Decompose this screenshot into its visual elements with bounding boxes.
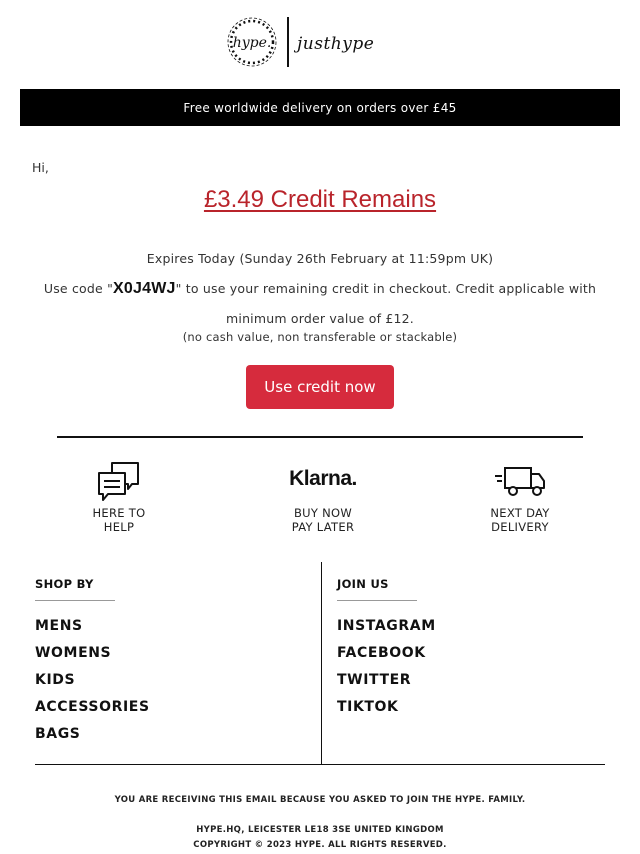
feature-delivery-line1: NEXT DAY	[490, 506, 550, 520]
column-divider	[321, 562, 322, 764]
footer-divider	[35, 764, 605, 765]
feature-help-line2: HELP	[103, 520, 135, 534]
shop-link-accessories[interactable]: ACCESSORIES	[35, 699, 150, 715]
footer-copyright: COPYRIGHT © 2023 HYPE. ALL RIGHTS RESERVED.	[193, 840, 447, 850]
section-divider	[57, 436, 583, 438]
shop-link-womens[interactable]: WOMENS	[35, 645, 112, 661]
klarna-logo: Klarna.	[289, 467, 357, 490]
join-us-column	[337, 577, 436, 721]
shop-by-heading: SHOP BY	[35, 577, 94, 591]
social-link-twitter[interactable]: TWITTER	[337, 672, 412, 688]
brand-logo[interactable]	[0, 14, 640, 70]
use-credit-button[interactable]: Use credit now	[246, 365, 394, 409]
discount-code: X0J4WJ	[113, 280, 176, 297]
feature-klarna-line1: BUY NOW	[293, 506, 353, 520]
shop-link-kids[interactable]: KIDS	[35, 672, 76, 688]
promo-bar	[20, 89, 620, 126]
heading-underline	[337, 600, 417, 601]
heading-underline	[35, 600, 115, 601]
social-link-tiktok[interactable]: TIKTOK	[337, 699, 399, 715]
promo-text: Free worldwide delivery on orders over £45	[183, 100, 457, 115]
hype-logo	[225, 14, 415, 70]
shop-by-column	[35, 577, 150, 748]
social-link-facebook[interactable]: FACEBOOK	[337, 645, 426, 661]
expiry-text: Expires Today (Sunday 26th February at 11:59pm UK)	[146, 251, 494, 266]
delivery-truck-icon	[493, 464, 547, 500]
feature-help[interactable]	[54, 458, 184, 534]
greeting: Hi,	[32, 160, 49, 175]
join-us-heading: JOIN US	[337, 577, 389, 591]
feature-help-line1: HERE TO	[92, 506, 146, 520]
shop-link-mens[interactable]: MENS	[35, 618, 83, 634]
chat-bubbles-icon	[96, 460, 142, 504]
footer-notice: YOU ARE RECEIVING THIS EMAIL BECAUSE YOU ASKED TO JOIN THE HYPE. FAMILY.	[114, 795, 526, 805]
svg-text:justhype: justhype	[297, 34, 375, 54]
feature-klarna-line2: PAY LATER	[291, 520, 355, 534]
credit-title[interactable]: £3.49 Credit Remains	[203, 186, 437, 213]
social-link-instagram[interactable]: INSTAGRAM	[337, 618, 436, 634]
code-instructions	[20, 274, 620, 334]
feature-klarna[interactable]	[258, 458, 388, 534]
footer-address: HYPE.HQ, LEICESTER LE18 3SE UNITED KINGDOM	[196, 825, 444, 835]
code-suffix: " to use your remaining credit in checkout. Credit applicable with minimum order value of £12.	[175, 281, 597, 326]
svg-text:hype.: hype.	[232, 35, 272, 51]
code-prefix: Use code "	[43, 281, 114, 296]
shop-link-bags[interactable]: BAGS	[35, 726, 81, 742]
feature-delivery-line2: DELIVERY	[491, 520, 549, 534]
feature-delivery[interactable]	[455, 458, 585, 534]
disclaimer: (no cash value, non transferable or stackable)	[182, 330, 458, 344]
